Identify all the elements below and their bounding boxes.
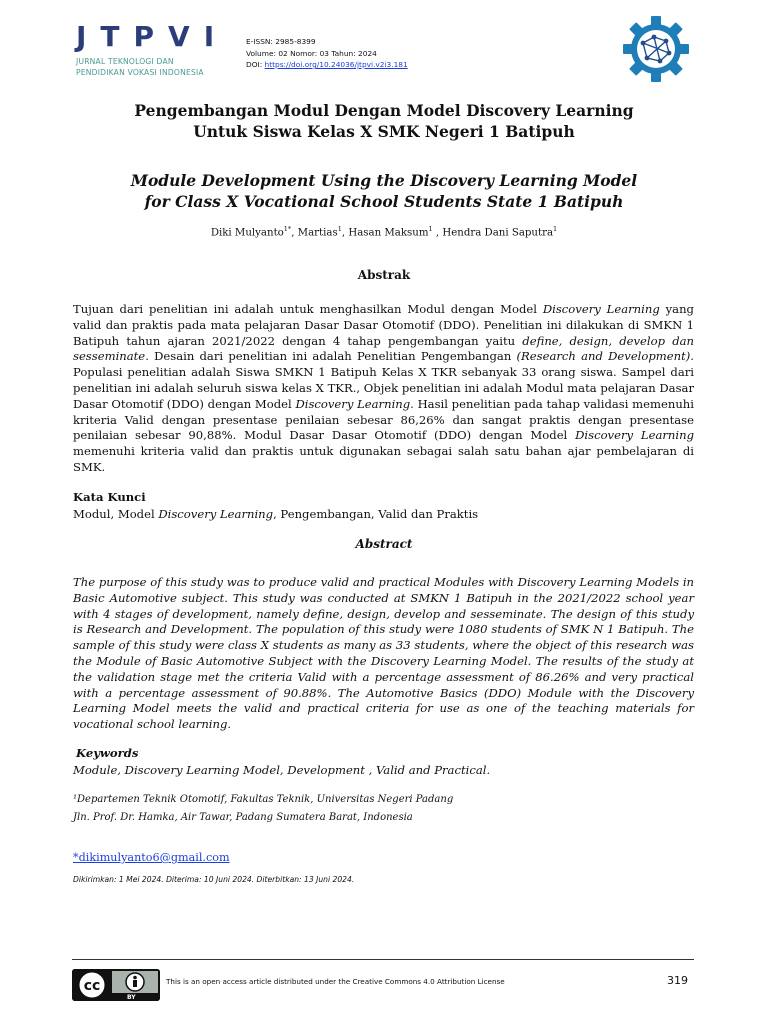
title-id-line-2: Untuk Siswa Kelas X SMK Negeri 1 Batipuh (193, 122, 575, 141)
page-number: 319 (667, 974, 688, 987)
submission-dates: Dikirimkan: 1 Mei 2024. Diterima: 10 Juni 2024. Diterbitkan: 13 Juni 2024. (73, 875, 355, 884)
title-en-line-1: Module Development Using the Discovery Learning Model (130, 171, 638, 190)
volume-info: Volume: 02 Nomor: 03 Tahun: 2024 (246, 48, 377, 58)
abstrak-text: Tujuan dari penelitian ini adalah untuk menghasilkan Modul dengan Model Discovery Learning yang valid dan praktis pada mata pelajaran Dasar Dasar Otomotif (DDO). Penelitian ini dilakukan di SMKN 1 Batipuh tahun ajaran 2021/2022 dengan 4 tahap pengembangan yaitu define, design, develop dan sesseminate. Desain dari penelitian ini adalah Penelitian Pengembangan (Research and Development). Populasi penelitian adalah Siswa SMKN 1 Batipuh Kelas X TKR sebanyak 33 orang siswa. Sampel dari penelitian ini adalah seluruh siswa kelas X TKR., Objek penelitian ini adalah Modul mata pelajaran Dasar Dasar Otomotif (DDO) dengan Model Discovery Learning. Hasil penelitian pada tahap validasi memenuhi kriteria Valid dengan presentase penilaian sebesar 86,26% dan sangat praktis dengan presentase penilaian sebesar 90,88%. Modul Dasar Dasar Otomotif (DDO) dengan Model Discovery Learning memenuhi kriteria valid dan praktis untuk digunakan sebagai salah satu bahan ajar pembelajaran di SMK. (73, 302, 695, 474)
title-indonesian (0, 100, 768, 142)
eissn: E-ISSN: 2985-8399 (246, 37, 316, 46)
footer-divider (72, 959, 694, 960)
journal-header (0, 0, 768, 90)
journal-logo-text: JTPVI (76, 20, 229, 53)
keywords-heading: Keywords (76, 746, 139, 760)
author-1: Diki Mulyanto (210, 227, 284, 239)
title-en-line-2: for Class X Vocational School Students State 1 Batipuh (144, 192, 624, 211)
doi-link[interactable]: https://doi.org/10.24036/jtpvi.v2i3.181 (264, 60, 408, 69)
authors-line (0, 225, 768, 238)
abstrak-heading: Abstrak (357, 268, 411, 282)
author-2-affil: 1 (337, 225, 342, 233)
license-text: This is an open access article distributed under the Creative Commons 4.0 Attribution License (166, 977, 505, 986)
author-4: , Hendra Dani Saputra (432, 227, 554, 239)
affiliation-line-2: Jln. Prof. Dr. Hamka, Air Tawar, Padang Sumatera Barat, Indonesia (73, 812, 413, 823)
affiliation-line-1: ¹Departemen Teknik Otomotif, Fakultas Teknik, Universitas Negeri Padang (73, 794, 454, 805)
by-label: BY (127, 994, 136, 1001)
cc-label: cc (83, 978, 101, 994)
author-3: , Hasan Maksum (341, 227, 429, 239)
title-english (0, 170, 768, 212)
journal-meta (246, 36, 408, 71)
logo-subtitle-line-1: JURNAL TEKNOLOGI DAN (76, 57, 174, 66)
logo-subtitle-line-2: PENDIDIKAN VOKASI INDONESIA (76, 68, 204, 77)
journal-logo-subtitle (76, 56, 246, 78)
kata-kunci-heading: Kata Kunci (73, 490, 146, 504)
title-id-line-1: Pengembangan Modul Dengan Model Discovery Learning (134, 101, 634, 120)
kata-kunci-text (73, 507, 478, 521)
doi-line (246, 59, 408, 71)
cc-by-license-icon (72, 969, 160, 1001)
author-4-affil: 1 (553, 225, 558, 233)
doi-label: DOI: (246, 60, 265, 69)
author-1-affil: 1* (283, 225, 292, 233)
corresponding-email-link[interactable]: *dikimulyanto6@gmail.com (73, 851, 230, 864)
abstract-text: The purpose of this study was to produce valid and practical Modules with Discovery Learning Models in Basic Automotive subject. This study was conducted at SMKN 1 Batipuh in the 2021/2022 school year with 4 stages of development, namely define, design, develop and sesseminate. The design of this study is Research and Development. The population of this study were 1080 students of SMK N 1 Batipuh. The sample of this study were class X students as many as 33 students, where the object of this research was the Module of Basic Automotive Subject with the Discovery Learning Model. The results of the study at the validation stage met the criteria Valid with a percentage assessment of 86.26% and very practical with a percentage assessment of 90.88%. The Automotive Basics (DDO) Module with the Discovery Learning Model meets the valid and practical criteria for use as one of the teaching materials for vocational school learning. (73, 575, 694, 732)
abstract-heading: Abstract (355, 537, 413, 551)
author-3-affil: 1 (428, 225, 433, 233)
keywords-text: Module, Discovery Learning Model, Development , Valid and Practical. (73, 763, 491, 777)
kata-kunci-part-3: , Pengembangan, Valid dan Praktis (273, 507, 479, 521)
author-2: , Martias (291, 227, 338, 239)
kata-kunci-part-2: Discovery Learning (158, 507, 274, 521)
kata-kunci-part-1: Modul, Model (73, 507, 159, 521)
gear-network-icon (622, 16, 690, 82)
